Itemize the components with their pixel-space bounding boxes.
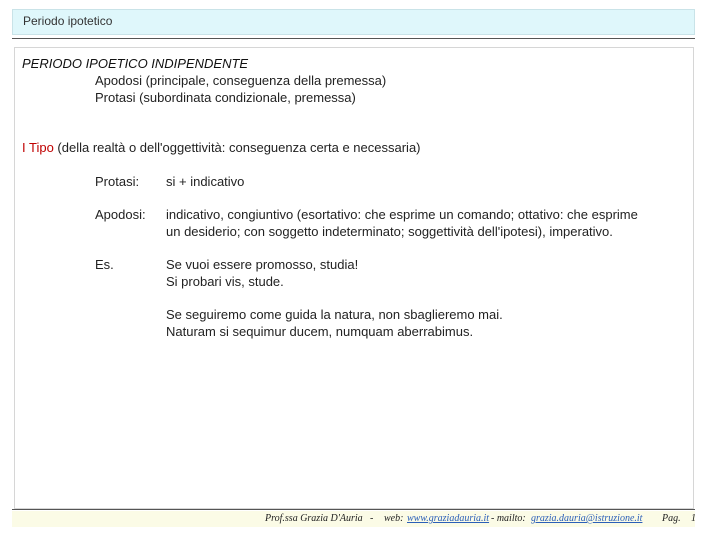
row-label-protasi: Protasi: <box>95 174 140 189</box>
row-label-apodosi: Apodosi: <box>95 207 146 222</box>
row-value-protasi: si + indicativo <box>166 174 245 189</box>
tipo-description: (della realtà o dell'oggettività: conseguenza certa e necessaria) <box>57 140 421 155</box>
intro-line-apodosi: Apodosi (principale, conseguenza della premessa) <box>95 73 387 88</box>
row-value-apodosi-line1: indicativo, congiuntivo (esortativo: che esprime un comando; ottativo: che esprime <box>166 207 638 222</box>
intro-line-protasi: Protasi (subordinata condizionale, premessa) <box>95 90 356 105</box>
tipo-label: I Tipo <box>22 140 54 155</box>
footer-author: Prof.ssa Grazia D'Auria <box>265 513 363 524</box>
header-bar <box>12 9 695 35</box>
footer-web-label: web: <box>384 513 404 524</box>
footer-page-number: 1 <box>691 513 696 524</box>
content-frame <box>14 47 694 509</box>
row-value-apodosi-line2: un desiderio; con soggetto indeterminato; soggettività dell'ipotesi), imperativo. <box>166 224 613 239</box>
footer-divider <box>12 509 695 510</box>
email-link[interactable]: grazia.dauria@istruzione.it <box>531 513 643 524</box>
header-divider <box>12 38 695 39</box>
web-link[interactable]: www.graziadauria.it <box>407 513 490 524</box>
row-label-esempio: Es. <box>95 257 114 272</box>
footer-email-link[interactable] <box>531 513 642 524</box>
footer-mailto-label: - mailto: <box>491 513 526 524</box>
example-latin-2: Naturam si sequimur ducem, numquam aberrabimus. <box>166 324 474 339</box>
footer-page-label: Pag. <box>662 513 681 524</box>
document-heading: PERIODO IPOETICO INDIPENDENTE <box>22 56 249 71</box>
footer-web-link[interactable] <box>407 513 489 524</box>
footer-separator: - <box>370 513 374 524</box>
example-italian-1: Se vuoi essere promosso, studia! <box>166 257 359 272</box>
tipo-line <box>22 139 421 156</box>
example-latin-1: Si probari vis, stude. <box>166 274 284 289</box>
example-italian-2: Se seguiremo come guida la natura, non sbaglieremo mai. <box>166 307 503 322</box>
page-header-title: Periodo ipotetico <box>23 14 113 28</box>
